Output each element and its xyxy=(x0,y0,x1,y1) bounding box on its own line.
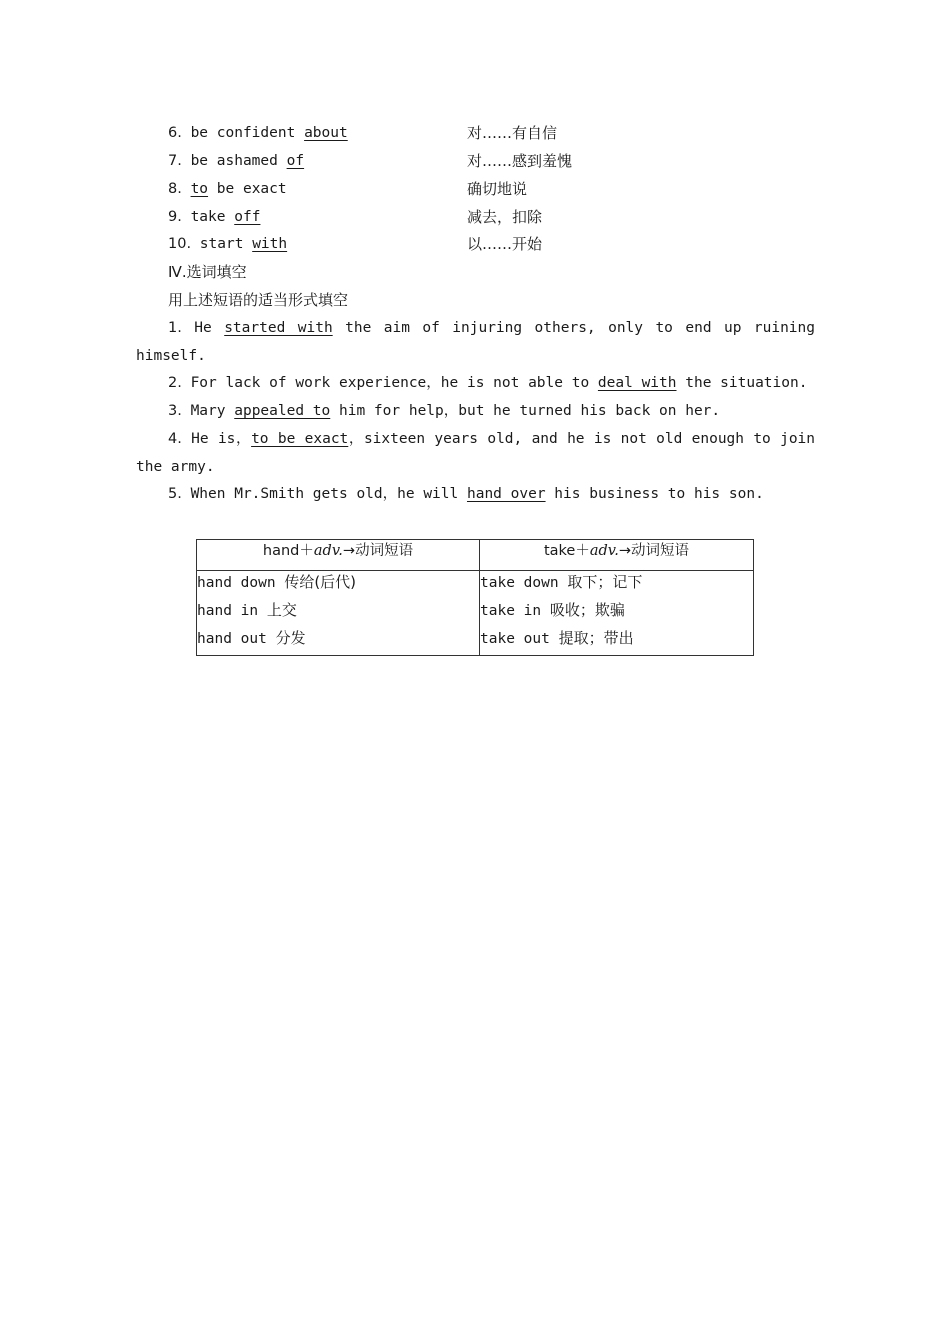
phrase-zh: 传给(后代) xyxy=(284,573,357,591)
phrase-number: 10. xyxy=(168,236,192,252)
exercise-answer: hand over xyxy=(466,486,546,502)
header-part: take＋ xyxy=(543,543,590,559)
list-item xyxy=(197,599,479,627)
phrase-answer: with xyxy=(252,236,288,252)
phrase-zh: 提取；带出 xyxy=(558,629,634,647)
phrase-en: hand out xyxy=(197,631,276,647)
phrase-answer: off xyxy=(234,209,261,225)
exercise-continuation: himself. xyxy=(136,348,206,364)
phrase-item xyxy=(168,123,348,143)
phrase-text: be ashamed xyxy=(190,153,287,169)
phrase-number: 6. xyxy=(168,125,182,141)
table-row xyxy=(197,571,754,656)
phrase-text: be confident xyxy=(190,125,305,141)
phrase-zh: 分发 xyxy=(275,629,306,647)
exercise-number: 5. xyxy=(168,486,182,502)
table-header-take xyxy=(480,540,754,571)
exercise-number: 4. xyxy=(168,431,182,447)
exercise-number: 3. xyxy=(168,403,182,419)
exercise-text-post: his business to his son. xyxy=(545,486,764,502)
exercise-answer: started with xyxy=(224,320,333,336)
exercise-number: 1. xyxy=(168,320,182,336)
phrase-en: take in xyxy=(480,603,550,619)
phrase-en: hand in xyxy=(197,603,267,619)
phrase-en: take out xyxy=(480,631,559,647)
exercise-text: When Mr.Smith gets old，he will xyxy=(190,486,467,502)
hand-phrases-cell xyxy=(197,571,480,656)
list-item xyxy=(480,571,753,599)
exercise-answer: appealed to xyxy=(234,403,331,419)
phrase-meaning: 对……感到羞愧 xyxy=(467,152,573,170)
phrase-zh: 取下；记下 xyxy=(567,573,643,591)
phrase-meaning: 对……有自信 xyxy=(467,124,558,142)
header-part: hand＋ xyxy=(262,543,314,559)
exercise-text-post: the aim of injuring others, only to end up ruining xyxy=(332,320,815,336)
phrase-item xyxy=(168,234,287,254)
phrase-zh: 上交 xyxy=(266,601,297,619)
phrase-summary-table xyxy=(196,539,754,656)
phrase-number: 8. xyxy=(168,181,182,197)
exercise-number: 2. xyxy=(168,375,182,391)
list-item xyxy=(197,627,479,655)
exercise-answer: to be exact xyxy=(251,431,349,447)
phrase-item xyxy=(168,151,304,171)
phrase-item xyxy=(168,179,287,199)
header-part-italic: adv. xyxy=(589,543,619,559)
phrase-meaning: 减去，扣除 xyxy=(467,208,543,226)
exercise-continuation: the army. xyxy=(136,459,215,475)
exercise-item xyxy=(168,401,720,421)
exercise-text: Mary xyxy=(190,403,235,419)
section-title: Ⅳ.选词填空 xyxy=(168,263,247,281)
list-item xyxy=(197,571,479,599)
list-item xyxy=(480,599,753,627)
exercise-answer: deal with xyxy=(597,375,677,391)
phrase-number: 9. xyxy=(168,209,182,225)
list-item xyxy=(480,627,753,655)
exercise-text-post: ，sixteen years old, and he is not old enough to join xyxy=(348,431,816,447)
exercise-text-post: him for help，but he turned his back on her. xyxy=(330,403,721,419)
phrase-answer: about xyxy=(304,125,348,141)
phrase-text-post: be exact xyxy=(208,181,287,197)
phrase-answer: to xyxy=(190,181,209,197)
header-part: →动词短语 xyxy=(618,543,690,559)
exercise-item xyxy=(168,484,764,504)
phrase-meaning: 确切地说 xyxy=(467,180,528,198)
exercise-text: He xyxy=(194,320,225,336)
phrase-text: take xyxy=(190,209,235,225)
exercise-text: He is， xyxy=(191,431,252,447)
phrase-en: hand down xyxy=(197,575,285,591)
phrase-number: 7. xyxy=(168,153,182,169)
instruction: 用上述短语的适当形式填空 xyxy=(168,291,349,309)
table-header-hand xyxy=(197,540,480,571)
table-header-row xyxy=(197,540,754,571)
phrase-item xyxy=(168,207,260,227)
phrase-en: take down xyxy=(480,575,568,591)
phrase-answer: of xyxy=(286,153,305,169)
phrase-zh: 吸收；欺骗 xyxy=(549,601,625,619)
exercise-item xyxy=(168,318,815,338)
exercise-item xyxy=(168,429,815,449)
phrase-meaning: 以……开始 xyxy=(467,235,543,253)
exercise-item xyxy=(168,373,807,393)
header-part-italic: adv. xyxy=(313,543,343,559)
exercise-text: For lack of work experience，he is not able to xyxy=(190,375,598,391)
take-phrases-cell xyxy=(480,571,754,656)
phrase-text: start xyxy=(199,236,253,252)
exercise-text-post: the situation. xyxy=(676,375,808,391)
header-part: →动词短语 xyxy=(342,543,414,559)
